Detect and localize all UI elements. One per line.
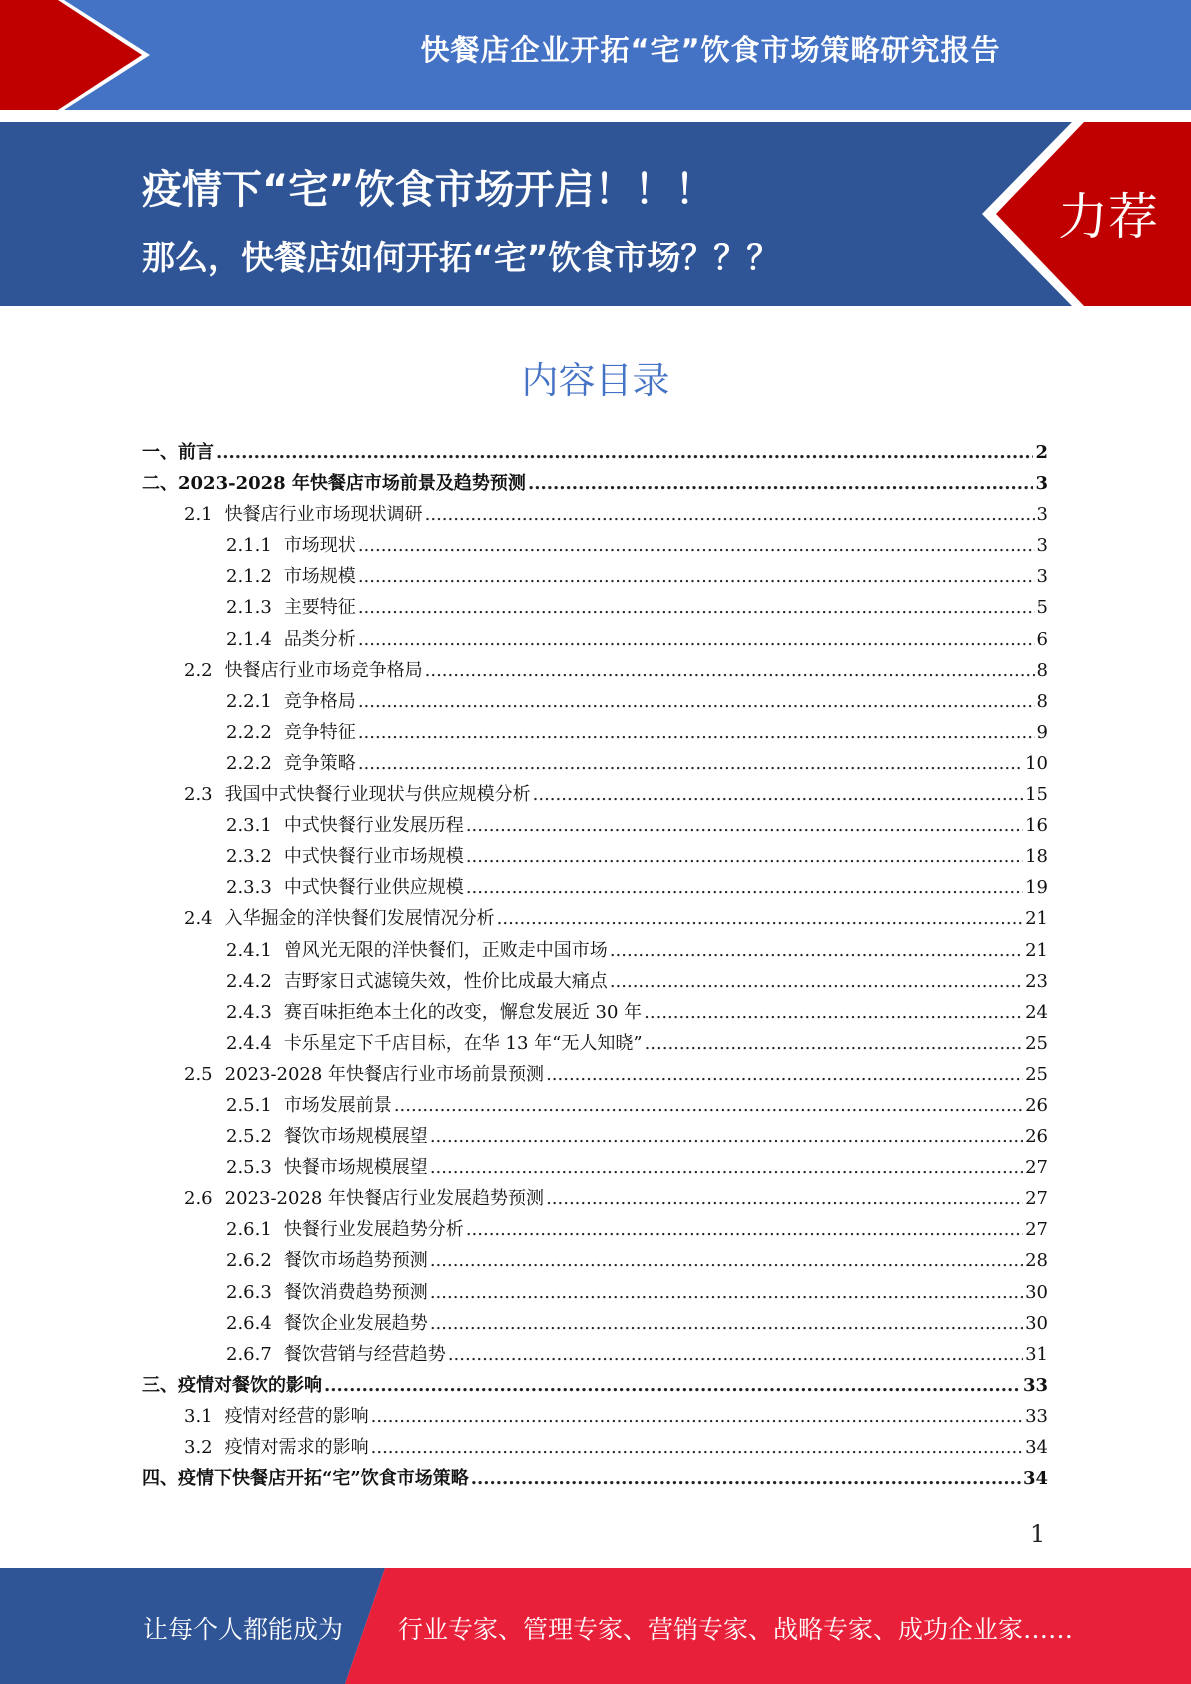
toc-entry-title: 市场规模: [283, 566, 356, 588]
toc-dot-leader: [448, 1344, 1023, 1365]
toc-entry-title: 品类分析: [283, 628, 356, 650]
toc-entry-number: 2.5: [184, 1063, 213, 1085]
toc-entry-page: 21: [1025, 908, 1048, 930]
toc-entry[interactable]: [142, 562, 1048, 593]
toc-entry[interactable]: [142, 811, 1048, 842]
toc-entry[interactable]: [142, 718, 1048, 749]
toc-entry-title: 赛百味拒绝本土化的改变，懈怠发展近 30 年: [283, 1001, 643, 1023]
toc-entry-page: 27: [1025, 1157, 1048, 1179]
toc-entry-page: 3: [1036, 535, 1048, 557]
toc-entry[interactable]: [142, 1215, 1048, 1246]
toc-entry-number: 2.4.1: [226, 939, 272, 961]
report-title: 快餐店企业开拓“宅”饮食市场策略研究报告: [420, 33, 1001, 67]
toc-entry-title: 餐饮市场趋势预测: [283, 1250, 428, 1272]
toc-entry-title: 快餐店行业市场竞争格局: [224, 659, 423, 681]
toc-entry-number: 3.2: [184, 1437, 213, 1458]
toc-entry[interactable]: [142, 500, 1048, 531]
toc-dot-leader: [430, 1250, 1023, 1271]
toc-entry-page: 27: [1025, 1219, 1048, 1241]
toc-dot-leader: [610, 940, 1023, 961]
toc-entry-page: 3: [1036, 566, 1048, 588]
hero-banner: [0, 122, 1191, 306]
toc-entry-number: 一、: [142, 442, 178, 463]
toc-entry-number: 2.6.3: [226, 1281, 272, 1303]
toc-dot-leader: [430, 1282, 1023, 1303]
toc-entry-number: 2.4.4: [226, 1032, 272, 1054]
toc-entry-page: 33: [1022, 1374, 1048, 1396]
toc-entry-title: 主要特征: [283, 597, 356, 619]
toc-entry[interactable]: [142, 593, 1048, 624]
toc-dot-leader: [358, 691, 1035, 712]
toc-entry[interactable]: [142, 1464, 1048, 1495]
toc-entry-title: 疫情对经营的影响: [224, 1405, 369, 1427]
toc-entry[interactable]: [142, 842, 1048, 873]
toc-entry-number: 2.6.4: [226, 1312, 272, 1334]
toc-entry-number: 2.4.3: [226, 1001, 272, 1023]
toc-entry[interactable]: [142, 531, 1048, 562]
toc-entry-page: 18: [1025, 846, 1048, 868]
toc-entry-title: 卡乐星定下千店目标，在华 13 年“无人知晓”: [283, 1032, 643, 1054]
toc-entry-number: 2.2.2: [226, 752, 272, 774]
toc-entry-page: 26: [1025, 1126, 1048, 1148]
toc-entry-title: 竞争格局: [283, 690, 356, 712]
toc-entry-page: 31: [1025, 1343, 1048, 1365]
toc-entry-page: 5: [1036, 597, 1048, 619]
toc-entry-number: 2.4.2: [226, 970, 272, 992]
toc-entry[interactable]: [142, 1340, 1048, 1371]
toc-entry-title: 入华掘金的洋快餐们发展情况分析: [224, 908, 495, 930]
recommend-badge: 力荐: [1058, 188, 1158, 246]
toc-dot-leader: [358, 597, 1035, 618]
toc-entry[interactable]: [142, 904, 1048, 935]
toc-entry[interactable]: [142, 687, 1048, 718]
toc-dot-leader: [425, 504, 1035, 525]
footer-slogan-right: 行业专家、管理专家、营销专家、战略专家、成功企业家……: [398, 1615, 1074, 1644]
toc-entry-title: 中式快餐行业发展历程: [283, 815, 464, 837]
toc-entry[interactable]: [142, 1184, 1048, 1215]
footer-slogan-left: 让每个人都能成为: [143, 1615, 344, 1644]
toc-dot-leader: [528, 473, 1034, 494]
toc-entry-title: 吉野家日式滤镜失效，性价比成最大痛点: [283, 970, 608, 992]
toc-entry[interactable]: [142, 1402, 1048, 1433]
toc-entry-number: 3.1: [184, 1405, 213, 1427]
toc-entry-number: 2.1.2: [226, 566, 272, 588]
toc-entry-page: 3: [1036, 504, 1048, 526]
toc-entry-title: 餐饮营销与经营趋势: [283, 1343, 446, 1365]
toc-entry[interactable]: [142, 1060, 1048, 1091]
toc-entry[interactable]: [142, 780, 1048, 811]
toc-entry[interactable]: [142, 1309, 1048, 1340]
toc-entry[interactable]: [142, 1122, 1048, 1153]
toc-entry-page: 27: [1025, 1188, 1048, 1210]
toc-entry-number: 2.3.1: [226, 815, 272, 837]
toc-dot-leader: [324, 1375, 1021, 1396]
toc-dot-leader: [425, 660, 1035, 681]
toc-dot-leader: [358, 535, 1035, 556]
toc-dot-leader: [497, 908, 1023, 929]
toc-dot-leader: [466, 846, 1023, 867]
toc-entry-title: 疫情对餐饮的影响: [178, 1374, 322, 1396]
toc-entry[interactable]: [142, 936, 1048, 967]
toc-entry-page: 15: [1025, 784, 1048, 806]
toc-entry-number: 2.1.1: [226, 535, 272, 557]
toc-entry-page: 34: [1022, 1468, 1048, 1490]
page-number: 1: [1030, 1520, 1046, 1548]
toc-entry-title: 餐饮消费趋势预测: [283, 1281, 428, 1303]
toc-dot-leader: [358, 566, 1035, 587]
toc-entry-number: 2.1.4: [226, 628, 272, 650]
toc-entry-page: 19: [1025, 877, 1048, 899]
toc-dot-leader: [546, 1188, 1023, 1209]
toc-entry[interactable]: [142, 1371, 1048, 1402]
toc-entry-title: 前言: [178, 442, 214, 463]
toc-dot-leader: [466, 815, 1023, 836]
toc-entry-page: 8: [1036, 659, 1048, 681]
toc-title: 内容目录: [521, 359, 670, 402]
toc-entry[interactable]: [142, 438, 1048, 469]
toc-entry-number: 2.2.1: [226, 690, 272, 712]
toc-entry-title: 餐饮企业发展趋势: [283, 1312, 428, 1334]
footer-banner: [0, 1568, 1191, 1684]
toc-dot-leader: [645, 1033, 1024, 1054]
toc-dot-leader: [358, 753, 1023, 774]
toc-entry[interactable]: [142, 1246, 1048, 1277]
toc-entry-page: 8: [1036, 690, 1048, 712]
toc-entry-page: 33: [1025, 1405, 1048, 1427]
toc-dot-leader: [466, 1219, 1023, 1240]
toc-dot-leader: [430, 1126, 1023, 1147]
toc-entry-page: 28: [1025, 1250, 1048, 1272]
toc-entry-number: 2.1.3: [226, 597, 272, 619]
toc-entry-page: 24: [1025, 1001, 1048, 1023]
toc-entry-title: 中式快餐行业市场规模: [283, 846, 464, 868]
toc-entry-number: 2.6: [184, 1188, 213, 1210]
toc-entry-title: 2023-2028 年快餐店市场前景及趋势预测: [178, 473, 526, 495]
toc-entry-title: 中式快餐行业供应规模: [283, 877, 464, 899]
toc-entry-page: 34: [1025, 1437, 1048, 1458]
toc-dot-leader: [394, 1095, 1023, 1116]
toc-entry-title: 市场现状: [283, 535, 356, 557]
toc-dot-leader: [430, 1313, 1023, 1334]
toc-entry-page: 6: [1036, 628, 1048, 650]
toc-entry-page: 9: [1036, 721, 1048, 743]
toc-dot-leader: [216, 442, 1033, 463]
toc-entry-number: 2.4: [184, 908, 213, 930]
toc-entry-page: 2: [1035, 442, 1048, 463]
toc-dot-leader: [471, 1468, 1021, 1489]
toc-entry-page: 10: [1025, 752, 1048, 774]
toc-entry-title: 竞争策略: [283, 752, 356, 774]
toc-dot-leader: [644, 1002, 1023, 1023]
toc-entry-number: 2.2: [184, 659, 213, 681]
toc-entry-title: 疫情对需求的影响: [224, 1437, 369, 1458]
toc-entry-title: 我国中式快餐行业现状与供应规模分析: [224, 784, 531, 806]
toc-entry-title: 2023-2028 年快餐店行业发展趋势预测: [224, 1188, 545, 1210]
toc-dot-leader: [358, 629, 1035, 650]
toc-entry-page: 23: [1025, 970, 1048, 992]
top-banner: [0, 0, 1191, 110]
toc-entry[interactable]: [142, 1278, 1048, 1309]
toc-entry-title: 餐饮市场规模展望: [283, 1126, 428, 1148]
toc-entry[interactable]: [142, 873, 1048, 904]
toc-dot-leader: [430, 1157, 1023, 1178]
toc-entry-title: 疫情下快餐店开拓“宅”饮食市场策略: [178, 1468, 469, 1490]
toc-dot-leader: [533, 784, 1023, 805]
toc-entry-title: 快餐店行业市场现状调研: [224, 504, 423, 526]
toc-entry-page: 16: [1025, 815, 1048, 837]
toc-entry[interactable]: [142, 1153, 1048, 1184]
toc-entry-page: 25: [1025, 1063, 1048, 1085]
toc-entry-number: 2.6.7: [226, 1343, 272, 1365]
toc-entry-title: 竞争特征: [283, 721, 356, 743]
toc-entry[interactable]: [142, 656, 1048, 687]
toc-entry[interactable]: [142, 749, 1048, 780]
toc-entry-page: 26: [1025, 1094, 1048, 1116]
toc-entry-page: 25: [1025, 1032, 1048, 1054]
toc-entry-number: 2.1: [184, 504, 213, 526]
toc-entry-number: 2.6.2: [226, 1250, 272, 1272]
toc-entry-title: 曾风光无限的洋快餐们，正败走中国市场: [283, 939, 608, 961]
toc-dot-leader: [358, 722, 1035, 743]
toc-entry-number: 2.5.1: [226, 1094, 272, 1116]
toc-dot-leader: [466, 877, 1023, 898]
toc-dot-leader: [546, 1064, 1023, 1085]
hero-subheadline: 那么，快餐店如何开拓“宅”饮食市场？？？: [142, 238, 780, 277]
toc-dot-leader: [371, 1437, 1023, 1458]
toc-entry-number: 2.5.2: [226, 1126, 272, 1148]
toc-entry-number: 三、: [142, 1374, 178, 1396]
toc-dot-leader: [371, 1406, 1023, 1427]
toc-entry-page: 30: [1025, 1281, 1048, 1303]
toc-entry-number: 四、: [142, 1468, 178, 1490]
hero-headline: 疫情下“宅”饮食市场开启！！！: [142, 167, 715, 213]
toc-entry-number: 2.3.3: [226, 877, 272, 899]
toc-entry-number: 2.5.3: [226, 1157, 272, 1179]
toc-entry-number: 2.3.2: [226, 846, 272, 868]
toc-entry-page: 21: [1025, 939, 1048, 961]
toc-entry-number: 二、: [142, 473, 178, 495]
toc-entry-page: 3: [1035, 473, 1048, 495]
toc-entry-title: 快餐市场规模展望: [283, 1157, 428, 1179]
toc-entry-title: 市场发展前景: [283, 1094, 392, 1116]
toc-dot-leader: [610, 971, 1023, 992]
toc-entry-number: 2.6.1: [226, 1219, 272, 1241]
toc-entry-number: 2.2.2: [226, 721, 272, 743]
toc-entry[interactable]: [142, 469, 1048, 500]
toc-entry[interactable]: [142, 1433, 1048, 1464]
toc-entry-number: 2.3: [184, 784, 213, 806]
toc-entry-title: 快餐行业发展趋势分析: [283, 1219, 464, 1241]
toc-entry[interactable]: [142, 967, 1048, 998]
toc-entry-page: 30: [1025, 1312, 1048, 1334]
toc-entry[interactable]: [142, 998, 1048, 1029]
toc-entry[interactable]: [142, 1091, 1048, 1122]
table-of-contents: [142, 438, 1048, 1495]
toc-entry[interactable]: [142, 625, 1048, 656]
toc-entry-title: 2023-2028 年快餐店行业市场前景预测: [224, 1063, 545, 1085]
toc-entry[interactable]: [142, 1029, 1048, 1060]
